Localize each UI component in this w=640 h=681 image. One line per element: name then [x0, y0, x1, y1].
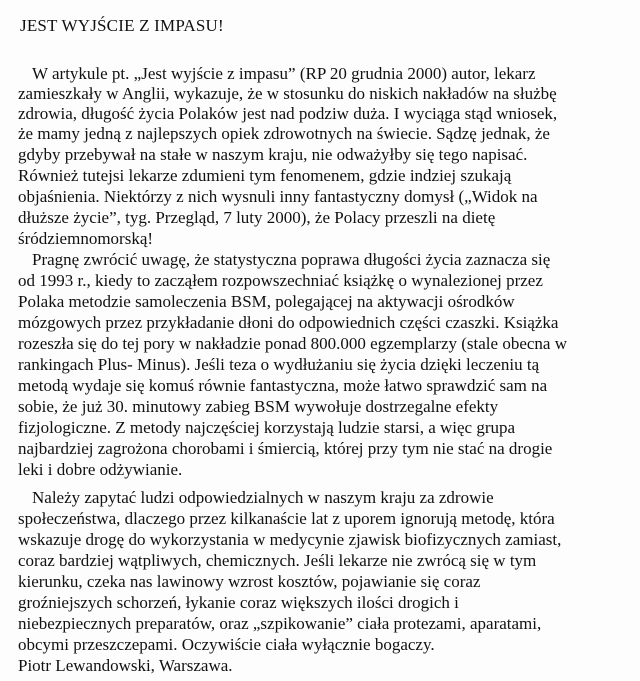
- article-line: gdyby przebywał na stałe w naszym kraju, nie odważyłby się tego napisać.: [18, 145, 528, 164]
- article-line: obcymi przeszczepami. Oczywiście ciała wyłącznie bogaczy.: [18, 635, 435, 654]
- article-line: coraz bardziej wątpliwych, chemicznych. Jeśli lekarze nie zwrócą się w tym: [18, 551, 537, 570]
- article-line: mózgowych przez przykładanie dłoni do odpowiednich części czaszki. Książka: [18, 313, 559, 332]
- article-line: kierunku, czeka nas lawinowy wzrost kosztów, pojawianie się coraz: [18, 572, 481, 591]
- article-line: społeczeństwa, dlaczego przez kilkanaście lat z uporem ignorują metodę, która: [18, 509, 555, 528]
- article-line: śródziemnomorską!: [18, 229, 154, 248]
- article-line: objaśnienia. Niektórzy z nich wysnuli inny fantastyczny domysł („Widok na: [18, 187, 538, 206]
- article-line: Należy zapytać ludzi odpowiedzialnych w naszym kraju za zdrowie: [32, 488, 494, 507]
- article-line: zamieszkały w Anglii, wykazuje, że w stosunku do niskich nakładów na służbę: [18, 84, 557, 103]
- article-line: Również tutejsi lekarze zdumieni tym fenomenem, gdzie indziej szukają: [18, 166, 512, 185]
- article-line: dłuższe życie”, tyg. Przegląd, 7 luty 2000), że Polacy przeszli na dietę: [18, 208, 496, 227]
- article-line: groźniejszych schorzeń, łykanie coraz większych ilości drogich i: [18, 593, 459, 612]
- article-line: leki i dobre odżywianie.: [18, 460, 183, 479]
- article-line: wskazuje drogę do wykorzystania w medycynie zjawisk biofizycznych zamiast,: [18, 530, 562, 549]
- article-line: rozeszła się do tej pory w nakładzie ponad 800.000 egzemplarzy (stale obecna w: [18, 334, 567, 353]
- article-line: najbardziej zagrożona chorobami i śmiercią, której przy tym nie stać na drogie: [18, 439, 553, 458]
- article-line: Polaka metodzie samoleczenia BSM, polegającej na aktywacji ośrodków: [18, 292, 515, 311]
- article-line: W artykule pt. „Jest wyjście z impasu” (RP 20 grudnia 2000) autor, lekarz: [32, 64, 536, 83]
- article-title: JEST WYJŚCIE Z IMPASU!: [20, 16, 224, 35]
- article-line: rankingach Plus- Minus). Jeśli teza o wydłużaniu się życia dzięki leczeniu tą: [18, 355, 540, 374]
- article-line: niebezpiecznych preparatów, oraz „szpikowanie” ciała protezami, aparatami,: [18, 614, 542, 633]
- article-line: sobie, że już 30. minutowy zabieg BSM wywołuje dostrzegalne efekty: [18, 397, 499, 416]
- article-line: fizjologiczne. Z metody najczęściej korzystają ludzie starsi, a więc grupa: [18, 418, 516, 437]
- article-line: Pragnę zwrócić uwagę, że statystyczna poprawa długości życia zaznacza się: [32, 250, 551, 269]
- article-line: zdrowia, długość życia Polaków jest nad podziw duża. I wyciąga stąd wniosek,: [18, 104, 558, 123]
- article-line: że mamy jedną z najlepszych opiek zdrowotnych na świecie. Sądzę jednak, że: [18, 124, 550, 143]
- article-line: metodą wydaje się komuś równie fantastyczna, może łatwo sprawdzić sam na: [18, 376, 548, 395]
- article-line: od 1993 r., kiedy to zacząłem rozpowszechniać książkę o wynalezionej przez: [18, 271, 543, 290]
- article-signature: Piotr Lewandowski, Warszawa.: [18, 656, 233, 675]
